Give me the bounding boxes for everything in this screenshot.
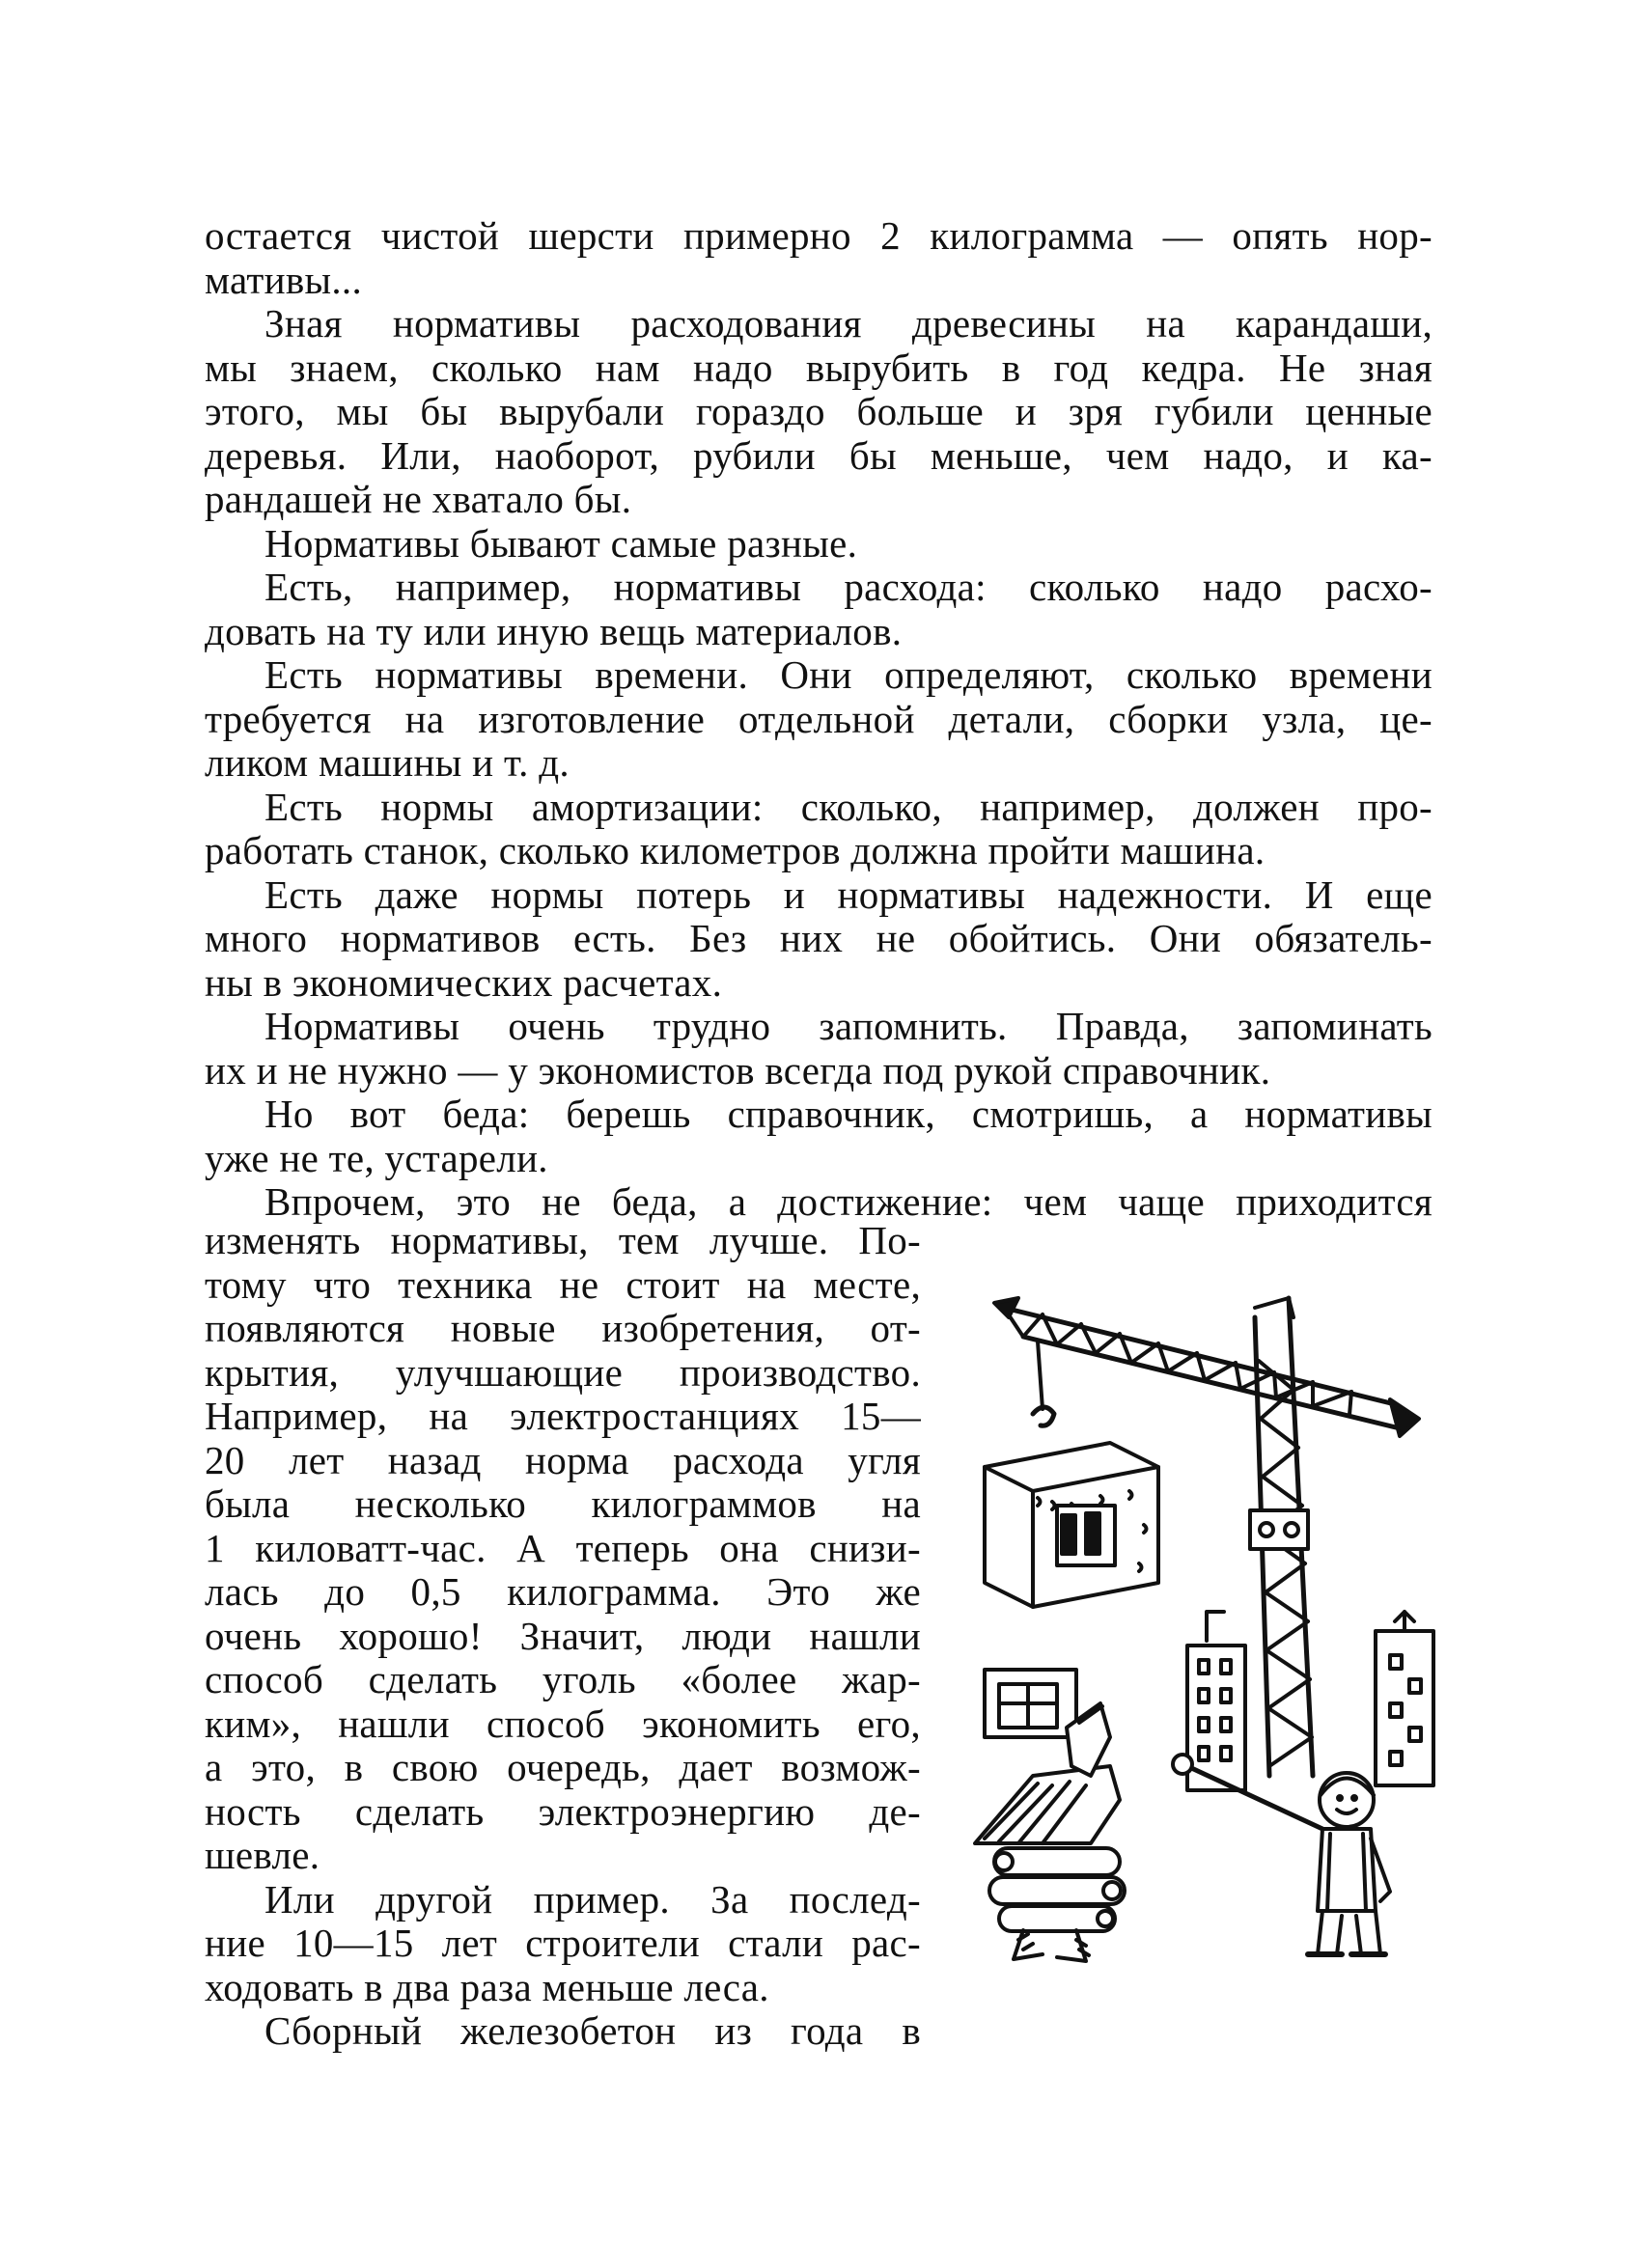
text-line: Нормативы бывают самые разные. xyxy=(264,520,858,566)
text-line: Зная нормативы расходования древесины на карандаши, xyxy=(264,301,1432,346)
text-line: Есть, например, нормативы расхода: сколько надо расхо- xyxy=(264,565,1432,609)
text-line: Например, на электростанциях 15— xyxy=(205,1394,921,1438)
text-line: изменять нормативы, тем лучше. По- xyxy=(205,1218,921,1262)
text-line: ние 10—15 лет строители стали рас- xyxy=(205,1921,921,1965)
text-line: довать на ту или иную вещь материалов. xyxy=(205,608,903,653)
text-line: много нормативов есть. Без них не обойтись. Они обязатель- xyxy=(205,916,1432,960)
text-line: Или другой пример. За послед- xyxy=(264,1876,921,1922)
text-line: способ сделать уголь «более жар- xyxy=(205,1657,921,1701)
text-line: этого, мы бы вырубали гораздо больше и зря губили ценные xyxy=(205,389,1432,433)
text-line: лась до 0,5 килограмма. Это же xyxy=(205,1569,921,1614)
text-line: а это, в свою очередь, дает возмож- xyxy=(205,1745,921,1789)
text-line: уже не те, устарели. xyxy=(205,1135,548,1180)
text-line: ность сделать электроэнергию де- xyxy=(205,1788,921,1834)
text-line: Есть нормы амортизации: сколько, например, должен про- xyxy=(264,784,1432,829)
text-line: рандашей не хватало бы. xyxy=(205,477,632,521)
text-line: Есть даже нормы потерь и нормативы надежности. И еще xyxy=(264,871,1432,917)
text-line: мы знаем, сколько нам надо вырубить в год кедра. Не зная xyxy=(205,345,1432,390)
text-line: Сборный железобетон из года в xyxy=(264,2008,921,2053)
text-line: ликом машины и т. д. xyxy=(205,740,570,785)
text-line: Есть нормативы времени. Они определяют, сколько времени xyxy=(264,652,1432,697)
text-line: была несколько килограммов на xyxy=(205,1481,921,1526)
text-full-width xyxy=(205,214,1432,1225)
tall-building-2 xyxy=(1376,1612,1433,1785)
text-line: Впрочем, это не беда, а достижение: чем чаще приходится xyxy=(264,1179,1432,1224)
text-line: 20 лет назад норма расхода угля xyxy=(205,1437,921,1482)
crane-jib xyxy=(994,1298,1419,1436)
text-column xyxy=(205,1219,921,2054)
text-line: шевле. xyxy=(205,1833,320,1877)
text-line: крытия, улучшающие производство. xyxy=(205,1349,921,1395)
text-line: Нормативы очень трудно запомнить. Правда, запоминать xyxy=(264,1004,1432,1048)
crane-illustration xyxy=(965,1274,1448,1969)
text-line: деревья. Или, наоборот, рубили бы меньше, чем надо, и ка- xyxy=(205,432,1432,478)
text-line: 1 киловатт-час. А теперь она снизи- xyxy=(205,1525,921,1570)
text-line: тому что техника не стоит на месте, xyxy=(205,1261,921,1307)
text-line: появляются новые изобретения, от- xyxy=(205,1306,921,1350)
text-line: Но вот беда: берешь справочник, смотришь, а нормативы xyxy=(264,1092,1432,1136)
tall-building-1 xyxy=(1187,1612,1245,1790)
text-line: ким», нашли способ экономить его, xyxy=(205,1701,921,1746)
text-line: их и не нужно — у экономистов всегда под рукой справочник. xyxy=(205,1047,1271,1093)
text-line: ходовать в два раза меньше леса. xyxy=(205,1964,769,2009)
text-line: работать станок, сколько километров должна пройти машина. xyxy=(205,828,1266,872)
text-line: мативы... xyxy=(205,257,363,302)
small-building xyxy=(985,1670,1076,1737)
log-hut-character xyxy=(975,1703,1125,1961)
text-line: очень хорошо! Значит, люди нашли xyxy=(205,1613,921,1658)
text-line: требуется на изготовление отдельной детали, сборки узла, це- xyxy=(205,696,1432,741)
hanging-panel xyxy=(985,1341,1158,1607)
text-line: ны в экономических расчетах. xyxy=(205,959,723,1005)
text-line: остается чистой шерсти примерно 2 килограмма — опять нор- xyxy=(205,213,1432,258)
